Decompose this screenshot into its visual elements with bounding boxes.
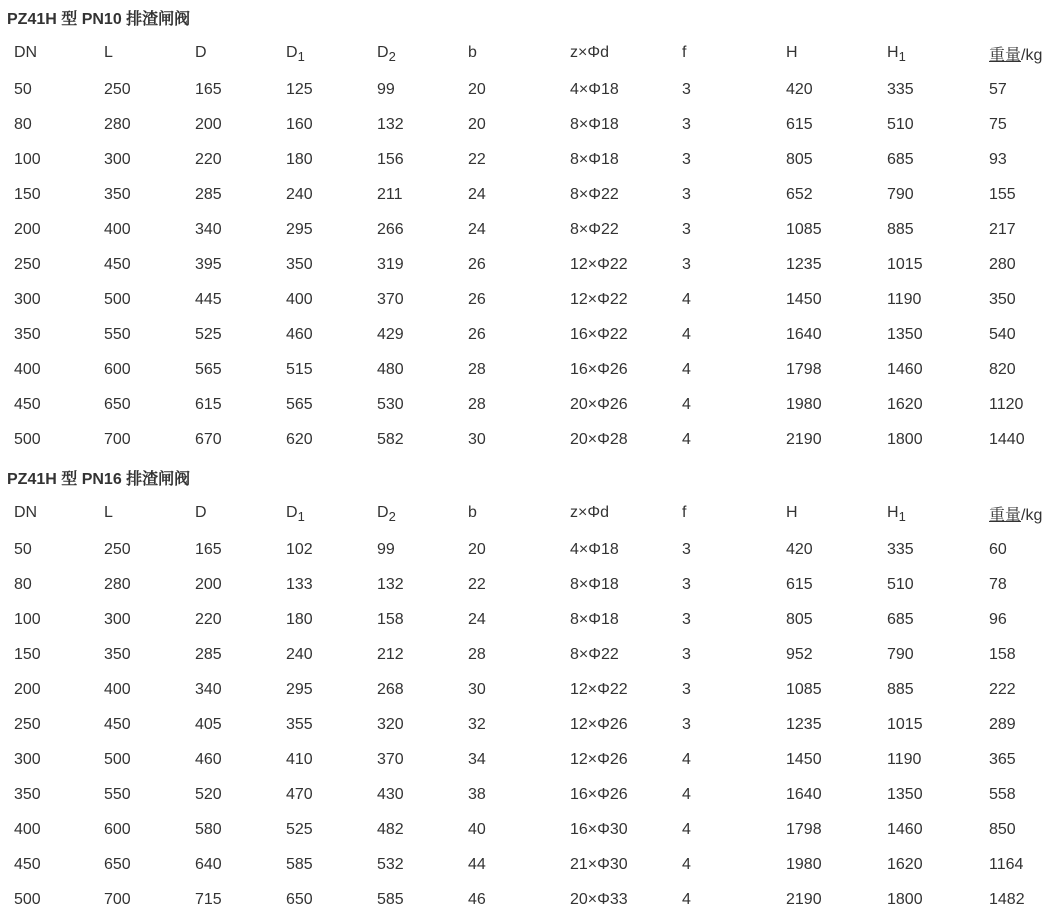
cell-d: 220 xyxy=(195,150,222,168)
cell-f: 3 xyxy=(682,255,691,273)
cell-holes: 16×Φ30 xyxy=(570,820,628,838)
cell-b: 30 xyxy=(468,430,486,448)
cell-d2: 430 xyxy=(377,785,404,803)
cell-l: 280 xyxy=(104,115,131,133)
table-row xyxy=(0,142,1058,177)
cell-d: 580 xyxy=(195,820,222,838)
col-header-h: H xyxy=(786,504,798,521)
cell-h1: 790 xyxy=(887,185,914,203)
cell-dn: 300 xyxy=(14,750,41,768)
col-header-d1: $D_1$ xyxy=(286,504,305,524)
table-row xyxy=(0,742,1058,777)
cell-b: 26 xyxy=(468,325,486,343)
cell-b: 22 xyxy=(468,575,486,593)
cell-h1: 1015 xyxy=(887,715,923,733)
cell-holes: 20×Φ28 xyxy=(570,430,628,448)
table-row xyxy=(0,812,1058,847)
table-row xyxy=(0,387,1058,422)
cell-dn: 150 xyxy=(14,645,41,663)
cell-l: 450 xyxy=(104,715,131,733)
cell-d: 165 xyxy=(195,80,222,98)
cell-dn: 50 xyxy=(14,80,32,98)
header-row xyxy=(0,494,1058,532)
cell-b: 28 xyxy=(468,645,486,663)
cell-h: 1235 xyxy=(786,255,822,273)
col-header-l: L xyxy=(104,44,113,61)
cell-f: 4 xyxy=(682,360,691,378)
cell-d1: 240 xyxy=(286,645,313,663)
cell-h: 615 xyxy=(786,575,813,593)
cell-b: 20 xyxy=(468,115,486,133)
cell-dn: 50 xyxy=(14,540,32,558)
cell-dn: 150 xyxy=(14,185,41,203)
table-row xyxy=(0,72,1058,107)
cell-holes: 8×Φ18 xyxy=(570,575,619,593)
cell-weight: 217 xyxy=(989,220,1016,238)
cell-l: 650 xyxy=(104,395,131,413)
cell-dn: 80 xyxy=(14,115,32,133)
cell-b: 28 xyxy=(468,360,486,378)
cell-h1: 1620 xyxy=(887,855,923,873)
table-row xyxy=(0,247,1058,282)
cell-d: 200 xyxy=(195,115,222,133)
cell-h: 1450 xyxy=(786,290,822,308)
cell-holes: 21×Φ30 xyxy=(570,855,628,873)
cell-dn: 450 xyxy=(14,855,41,873)
cell-b: 22 xyxy=(468,150,486,168)
cell-l: 600 xyxy=(104,820,131,838)
cell-d: 520 xyxy=(195,785,222,803)
cell-d: 445 xyxy=(195,290,222,308)
cell-holes: 4×Φ18 xyxy=(570,80,619,98)
cell-weight: 1120 xyxy=(989,395,1024,413)
cell-f: 4 xyxy=(682,750,691,768)
cell-dn: 100 xyxy=(14,610,41,628)
cell-holes: 8×Φ22 xyxy=(570,185,619,203)
table-row xyxy=(0,777,1058,812)
cell-b: 26 xyxy=(468,290,486,308)
cell-b: 44 xyxy=(468,855,486,873)
table-row xyxy=(0,317,1058,352)
cell-l: 400 xyxy=(104,220,131,238)
cell-dn: 250 xyxy=(14,255,41,273)
cell-h: 1085 xyxy=(786,680,822,698)
cell-h: 1640 xyxy=(786,325,822,343)
cell-l: 550 xyxy=(104,785,131,803)
cell-weight: 280 xyxy=(989,255,1016,273)
cell-h: 2190 xyxy=(786,430,822,448)
cell-weight: 558 xyxy=(989,785,1016,803)
cell-f: 3 xyxy=(682,150,691,168)
col-header-dn: DN xyxy=(14,44,38,61)
table-row xyxy=(0,212,1058,247)
cell-dn: 300 xyxy=(14,290,41,308)
cell-holes: 16×Φ26 xyxy=(570,785,628,803)
cell-weight: 60 xyxy=(989,540,1007,558)
cell-b: 20 xyxy=(468,80,486,98)
table-row xyxy=(0,707,1058,742)
cell-d1: 525 xyxy=(286,820,313,838)
cell-h1: 685 xyxy=(887,150,914,168)
cell-d1: 240 xyxy=(286,185,313,203)
cell-h1: 510 xyxy=(887,575,914,593)
cell-l: 350 xyxy=(104,645,131,663)
cell-d: 220 xyxy=(195,610,222,628)
col-header-dn: DN xyxy=(14,504,38,521)
cell-d2: 429 xyxy=(377,325,404,343)
cell-d1: 460 xyxy=(286,325,313,343)
cell-d1: 102 xyxy=(286,540,313,558)
cell-h1: 1190 xyxy=(887,290,922,308)
cell-d1: 125 xyxy=(286,80,313,98)
cell-weight: 540 xyxy=(989,325,1016,343)
cell-h: 1798 xyxy=(786,820,822,838)
cell-weight: 1482 xyxy=(989,890,1025,908)
cell-d1: 470 xyxy=(286,785,313,803)
cell-dn: 400 xyxy=(14,820,41,838)
cell-d: 285 xyxy=(195,185,222,203)
cell-weight: 1164 xyxy=(989,855,1024,873)
table-title-pn10: PZ41H 型 PN10 排渣闸阀 xyxy=(7,11,191,28)
cell-h: 1980 xyxy=(786,395,822,413)
cell-holes: 8×Φ22 xyxy=(570,220,619,238)
cell-h: 805 xyxy=(786,610,813,628)
cell-d2: 132 xyxy=(377,115,404,133)
cell-l: 700 xyxy=(104,430,131,448)
cell-b: 26 xyxy=(468,255,486,273)
cell-weight: 365 xyxy=(989,750,1016,768)
cell-d1: 565 xyxy=(286,395,313,413)
cell-d: 340 xyxy=(195,220,222,238)
cell-f: 4 xyxy=(682,430,691,448)
table-title-pn16: PZ41H 型 PN16 排渣闸阀 xyxy=(7,471,191,488)
cell-d2: 99 xyxy=(377,540,395,558)
col-header-b: b xyxy=(468,504,477,521)
cell-weight: 1440 xyxy=(989,430,1025,448)
col-header-f: f xyxy=(682,504,687,521)
cell-h1: 1350 xyxy=(887,325,923,343)
col-header-h1: $H_1$ xyxy=(887,44,906,64)
cell-l: 350 xyxy=(104,185,131,203)
cell-h: 615 xyxy=(786,115,813,133)
cell-d2: 212 xyxy=(377,645,404,663)
cell-d: 715 xyxy=(195,890,222,908)
cell-h: 2190 xyxy=(786,890,822,908)
cell-b: 24 xyxy=(468,185,486,203)
cell-dn: 350 xyxy=(14,785,41,803)
cell-d: 165 xyxy=(195,540,222,558)
cell-d: 615 xyxy=(195,395,222,413)
cell-holes: 12×Φ22 xyxy=(570,290,628,308)
cell-h: 1235 xyxy=(786,715,822,733)
cell-d2: 480 xyxy=(377,360,404,378)
cell-d2: 532 xyxy=(377,855,404,873)
cell-l: 500 xyxy=(104,750,131,768)
col-header-d: D xyxy=(195,504,207,521)
cell-d2: 266 xyxy=(377,220,404,238)
cell-h1: 1190 xyxy=(887,750,922,768)
cell-dn: 80 xyxy=(14,575,32,593)
cell-d1: 295 xyxy=(286,680,313,698)
col-header-h: H xyxy=(786,44,798,61)
cell-l: 400 xyxy=(104,680,131,698)
cell-h1: 1015 xyxy=(887,255,923,273)
cell-h1: 685 xyxy=(887,610,914,628)
col-header-d2: $D_2$ xyxy=(377,504,396,524)
spec-table-pn10 xyxy=(0,34,1058,457)
cell-d1: 160 xyxy=(286,115,313,133)
cell-f: 3 xyxy=(682,220,691,238)
cell-f: 3 xyxy=(682,540,691,558)
cell-f: 4 xyxy=(682,890,691,908)
cell-d1: 180 xyxy=(286,150,313,168)
cell-l: 300 xyxy=(104,150,131,168)
cell-l: 450 xyxy=(104,255,131,273)
cell-dn: 400 xyxy=(14,360,41,378)
cell-h1: 1620 xyxy=(887,395,923,413)
cell-l: 250 xyxy=(104,80,131,98)
cell-holes: 20×Φ26 xyxy=(570,395,628,413)
cell-d2: 482 xyxy=(377,820,404,838)
col-header-f: f xyxy=(682,44,687,61)
cell-holes: 12×Φ26 xyxy=(570,750,628,768)
cell-b: 38 xyxy=(468,785,486,803)
cell-f: 3 xyxy=(682,185,691,203)
cell-d: 460 xyxy=(195,750,222,768)
cell-l: 250 xyxy=(104,540,131,558)
cell-dn: 450 xyxy=(14,395,41,413)
cell-l: 600 xyxy=(104,360,131,378)
cell-h: 805 xyxy=(786,150,813,168)
cell-d: 285 xyxy=(195,645,222,663)
table-body-pn16 xyxy=(0,532,1058,917)
table-row xyxy=(0,602,1058,637)
cell-dn: 100 xyxy=(14,150,41,168)
cell-weight: 75 xyxy=(989,115,1007,133)
col-header-b: b xyxy=(468,44,477,61)
cell-d1: 295 xyxy=(286,220,313,238)
cell-l: 500 xyxy=(104,290,131,308)
cell-f: 4 xyxy=(682,785,691,803)
cell-weight: 96 xyxy=(989,610,1007,628)
cell-weight: 158 xyxy=(989,645,1016,663)
cell-h: 652 xyxy=(786,185,813,203)
cell-l: 550 xyxy=(104,325,131,343)
cell-d: 395 xyxy=(195,255,222,273)
cell-l: 650 xyxy=(104,855,131,873)
cell-f: 4 xyxy=(682,395,691,413)
cell-d2: 319 xyxy=(377,255,404,273)
cell-f: 3 xyxy=(682,575,691,593)
cell-h1: 1460 xyxy=(887,360,923,378)
cell-d: 640 xyxy=(195,855,222,873)
col-header-d1: $D_1$ xyxy=(286,44,305,64)
cell-d: 525 xyxy=(195,325,222,343)
cell-h1: 510 xyxy=(887,115,914,133)
table-row xyxy=(0,567,1058,602)
cell-f: 3 xyxy=(682,80,691,98)
cell-holes: 8×Φ18 xyxy=(570,610,619,628)
cell-h: 1450 xyxy=(786,750,822,768)
cell-weight: 222 xyxy=(989,680,1016,698)
cell-d2: 158 xyxy=(377,610,404,628)
cell-l: 700 xyxy=(104,890,131,908)
col-header-d: D xyxy=(195,44,207,61)
cell-holes: 12×Φ22 xyxy=(570,680,628,698)
cell-l: 300 xyxy=(104,610,131,628)
cell-l: 280 xyxy=(104,575,131,593)
cell-dn: 500 xyxy=(14,430,41,448)
cell-h1: 1800 xyxy=(887,890,923,908)
table-row xyxy=(0,672,1058,707)
header-row xyxy=(0,34,1058,72)
cell-h: 1980 xyxy=(786,855,822,873)
table-row xyxy=(0,847,1058,882)
table-row xyxy=(0,882,1058,917)
cell-d: 340 xyxy=(195,680,222,698)
cell-f: 3 xyxy=(682,680,691,698)
cell-f: 4 xyxy=(682,820,691,838)
table-row xyxy=(0,637,1058,672)
cell-dn: 250 xyxy=(14,715,41,733)
cell-h1: 335 xyxy=(887,80,914,98)
cell-dn: 350 xyxy=(14,325,41,343)
cell-d1: 620 xyxy=(286,430,313,448)
cell-h1: 1350 xyxy=(887,785,923,803)
cell-weight: 350 xyxy=(989,290,1016,308)
cell-d2: 156 xyxy=(377,150,404,168)
cell-d2: 320 xyxy=(377,715,404,733)
cell-h: 952 xyxy=(786,645,813,663)
cell-holes: 8×Φ18 xyxy=(570,115,619,133)
cell-h1: 885 xyxy=(887,680,914,698)
cell-h1: 790 xyxy=(887,645,914,663)
table-row xyxy=(0,177,1058,212)
col-header-holes: z×Φd xyxy=(570,504,610,521)
cell-b: 24 xyxy=(468,610,486,628)
col-header-d2: $D_2$ xyxy=(377,44,396,64)
cell-weight: 93 xyxy=(989,150,1007,168)
cell-weight: 850 xyxy=(989,820,1016,838)
cell-holes: 8×Φ18 xyxy=(570,150,619,168)
cell-b: 40 xyxy=(468,820,486,838)
cell-dn: 200 xyxy=(14,680,41,698)
cell-d2: 582 xyxy=(377,430,404,448)
cell-holes: 12×Φ26 xyxy=(570,715,628,733)
cell-d1: 400 xyxy=(286,290,313,308)
cell-h1: 1460 xyxy=(887,820,923,838)
cell-h1: 1800 xyxy=(887,430,923,448)
cell-weight: 820 xyxy=(989,360,1016,378)
table-row xyxy=(0,352,1058,387)
cell-h1: 335 xyxy=(887,540,914,558)
cell-d1: 410 xyxy=(286,750,313,768)
col-header-weight: 重量/kg xyxy=(989,46,1043,64)
cell-d2: 268 xyxy=(377,680,404,698)
cell-weight: 57 xyxy=(989,80,1007,98)
cell-d1: 650 xyxy=(286,890,313,908)
cell-d1: 585 xyxy=(286,855,313,873)
cell-d1: 355 xyxy=(286,715,313,733)
cell-d1: 515 xyxy=(286,360,313,378)
cell-d2: 370 xyxy=(377,290,404,308)
cell-d1: 180 xyxy=(286,610,313,628)
cell-holes: 4×Φ18 xyxy=(570,540,619,558)
cell-d1: 133 xyxy=(286,575,313,593)
table-row xyxy=(0,422,1058,457)
cell-holes: 16×Φ22 xyxy=(570,325,628,343)
cell-b: 46 xyxy=(468,890,486,908)
cell-d: 200 xyxy=(195,575,222,593)
cell-f: 3 xyxy=(682,645,691,663)
cell-weight: 78 xyxy=(989,575,1007,593)
cell-h1: 885 xyxy=(887,220,914,238)
cell-holes: 20×Φ33 xyxy=(570,890,628,908)
cell-holes: 16×Φ26 xyxy=(570,360,628,378)
cell-f: 3 xyxy=(682,115,691,133)
cell-b: 24 xyxy=(468,220,486,238)
cell-b: 20 xyxy=(468,540,486,558)
table-body-pn10 xyxy=(0,72,1058,457)
cell-d: 670 xyxy=(195,430,222,448)
cell-h: 1798 xyxy=(786,360,822,378)
cell-d2: 99 xyxy=(377,80,395,98)
col-header-l: L xyxy=(104,504,113,521)
cell-h: 1640 xyxy=(786,785,822,803)
cell-f: 3 xyxy=(682,715,691,733)
cell-d2: 585 xyxy=(377,890,404,908)
cell-dn: 200 xyxy=(14,220,41,238)
cell-b: 34 xyxy=(468,750,486,768)
cell-f: 4 xyxy=(682,290,691,308)
table-row xyxy=(0,282,1058,317)
cell-holes: 8×Φ22 xyxy=(570,645,619,663)
cell-d2: 370 xyxy=(377,750,404,768)
col-header-holes: z×Φd xyxy=(570,44,610,61)
col-header-h1: $H_1$ xyxy=(887,504,906,524)
cell-weight: 155 xyxy=(989,185,1016,203)
cell-b: 32 xyxy=(468,715,486,733)
cell-d2: 132 xyxy=(377,575,404,593)
cell-h: 420 xyxy=(786,540,813,558)
cell-b: 28 xyxy=(468,395,486,413)
spec-table-pn16 xyxy=(0,494,1058,917)
cell-f: 4 xyxy=(682,855,691,873)
col-header-weight: 重量/kg xyxy=(989,506,1043,524)
cell-d1: 350 xyxy=(286,255,313,273)
table-row xyxy=(0,532,1058,567)
cell-d2: 211 xyxy=(377,185,403,203)
cell-d: 405 xyxy=(195,715,222,733)
cell-d: 565 xyxy=(195,360,222,378)
cell-weight: 289 xyxy=(989,715,1016,733)
cell-f: 4 xyxy=(682,325,691,343)
cell-holes: 12×Φ22 xyxy=(570,255,628,273)
cell-dn: 500 xyxy=(14,890,41,908)
cell-b: 30 xyxy=(468,680,486,698)
table-row xyxy=(0,107,1058,142)
cell-h: 420 xyxy=(786,80,813,98)
cell-h: 1085 xyxy=(786,220,822,238)
cell-d2: 530 xyxy=(377,395,404,413)
cell-f: 3 xyxy=(682,610,691,628)
